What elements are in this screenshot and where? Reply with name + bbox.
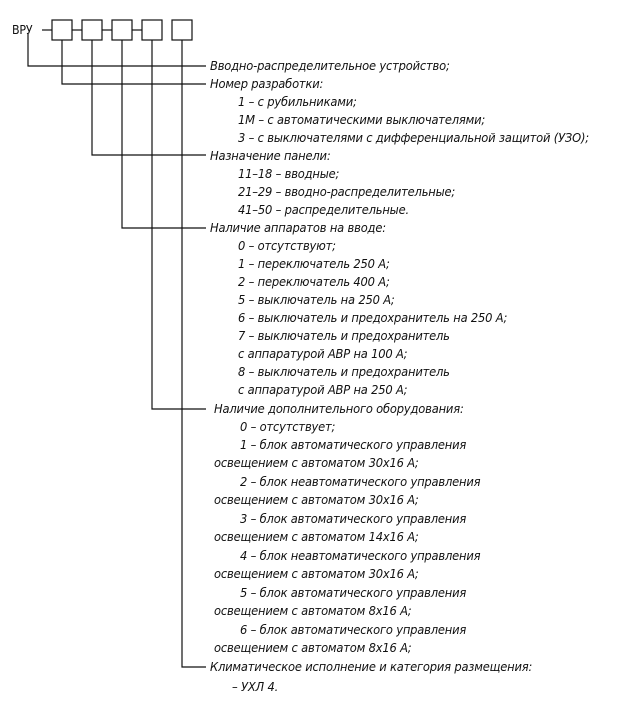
group-heading-2: Назначение панели: — [210, 148, 331, 163]
group-4-item: 0 – отсутствует; — [240, 419, 336, 434]
leader-group-1 — [62, 40, 206, 84]
code-box-5 — [172, 20, 192, 40]
group-4-item: освещением с автоматом 30x16 А; — [214, 492, 419, 507]
diagram-title: Вводно-распределительное устройство; — [210, 58, 450, 73]
group-4-item: освещением с автоматом 30x16 А; — [214, 455, 419, 470]
group-2-item: 41–50 – распределительные. — [238, 202, 409, 217]
group-4-item: 5 – блок автоматического управления — [240, 585, 467, 600]
group-4-item: освещением с автоматом 8x16 А; — [214, 603, 412, 618]
code-prefix: ВРУ — [12, 23, 33, 37]
code-box-4 — [142, 20, 162, 40]
group-4-item: освещением с автоматом 14x16 А; — [214, 529, 419, 544]
group-5-item: – УХЛ 4. — [232, 679, 279, 694]
leader-group-3 — [122, 40, 206, 228]
group-2-item: 21–29 – вводно-распределительные; — [238, 184, 456, 199]
group-3-item: 8 – выключатель и предохранитель — [238, 364, 450, 379]
group-1-item: 1М – с автоматическими выключателями; — [238, 112, 486, 127]
group-4-item: освещением с автоматом 8x16 А; — [214, 640, 412, 655]
group-3-item: с аппаратурой АВР на 100 А; — [238, 346, 408, 361]
group-1-item: 1 – с рубильниками; — [238, 94, 357, 109]
group-4-item: 6 – блок автоматического управления — [240, 622, 467, 637]
group-3-item: с аппаратурой АВР на 250 А; — [238, 382, 408, 397]
leader-title — [28, 34, 206, 66]
group-4-item: 3 – блок автоматического управления — [240, 511, 467, 526]
group-3-item: 6 – выключатель и предохранитель на 250 А; — [238, 310, 508, 325]
group-heading-5: Климатическое исполнение и категория размещения: — [210, 659, 533, 674]
group-3-item: 7 – выключатель и предохранитель — [238, 328, 450, 343]
group-heading-1: Номер разработки: — [210, 76, 324, 91]
group-4-item: 4 – блок неавтоматического управления — [240, 548, 481, 563]
group-3-item: 0 – отсутствуют; — [238, 238, 336, 253]
group-3-item: 5 – выключатель на 250 А; — [238, 292, 395, 307]
code-box-3 — [112, 20, 132, 40]
group-3-item: 1 – переключатель 250 А; — [238, 256, 390, 271]
group-1-item: 3 – с выключателями с дифференциальной защитой (УЗО); — [238, 130, 589, 145]
group-4-item: освещением с автоматом 30x16 А; — [214, 566, 419, 581]
leader-group-2 — [92, 40, 206, 155]
group-heading-4: Наличие дополнительного оборудования: — [214, 401, 464, 416]
group-3-item: 2 – переключатель 400 А; — [238, 274, 390, 289]
code-box-1 — [52, 20, 72, 40]
leader-group-4 — [152, 40, 206, 409]
group-heading-3: Наличие аппаратов на вводе: — [210, 220, 386, 235]
group-4-item: 2 – блок неавтоматического управления — [240, 474, 481, 489]
group-4-item: 1 – блок автоматического управления — [240, 437, 467, 452]
group-2-item: 11–18 – вводные; — [238, 166, 340, 181]
code-box-2 — [82, 20, 102, 40]
leader-group-5 — [182, 40, 206, 667]
